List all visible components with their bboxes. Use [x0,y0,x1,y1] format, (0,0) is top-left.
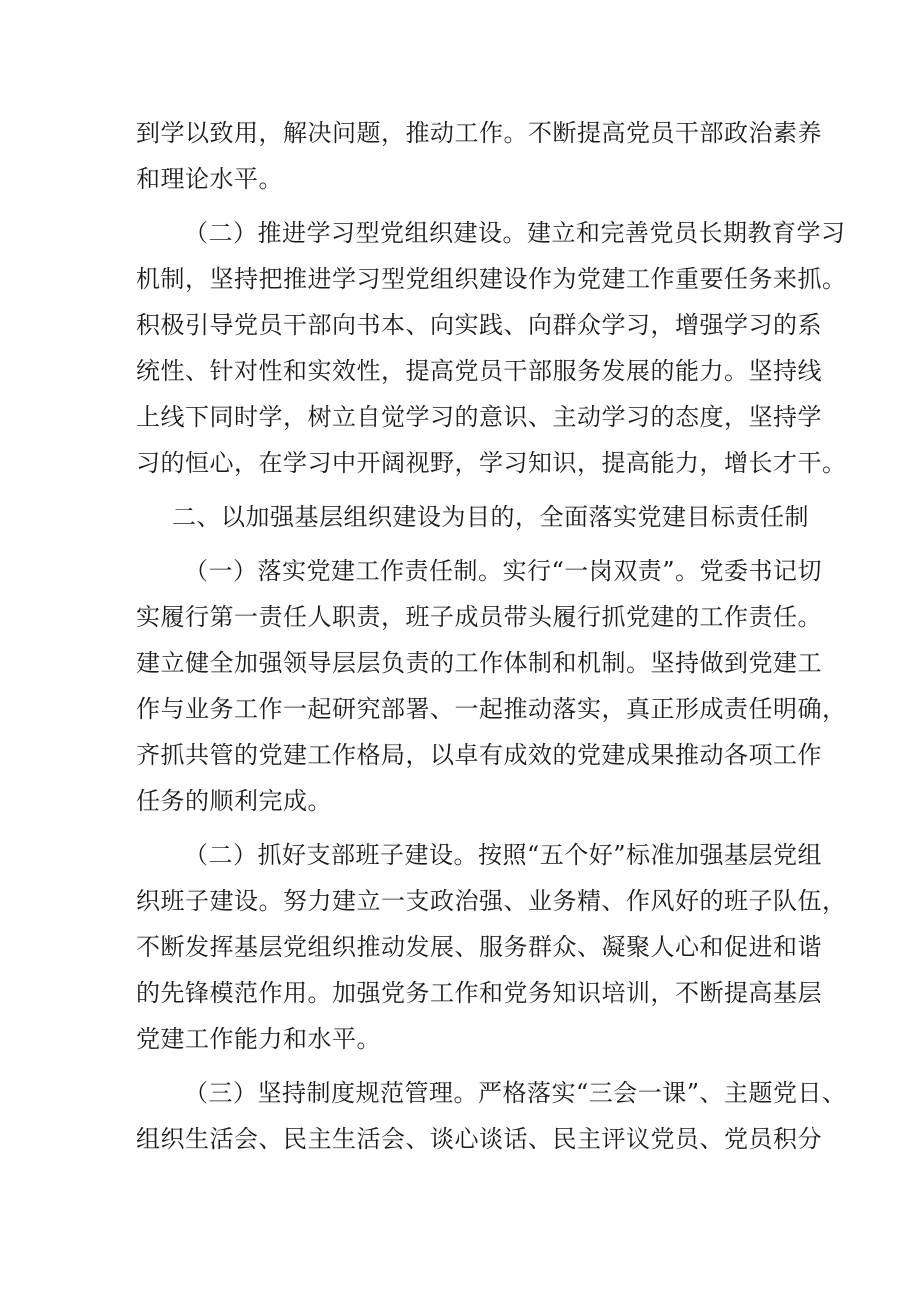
text-line: 党建工作能力和水平。 [136,1025,381,1053]
text-line: 任务的顺利完成。 [136,787,332,815]
text-line: 习的恒心，在学习中开阔视野，学习知识，提高能力，增长才干。 [136,449,847,477]
text-line: 上线下同时学，树立自觉学习的意识、主动学习的态度，坚持学 [136,403,822,431]
paragraph-system-management [136,1070,847,1162]
paragraph-responsibility-system [136,548,847,824]
text-line: （三）坚持制度规范管理。严格落实“三会一课”、主题党日、 [184,1079,847,1107]
paragraph-continuation [136,110,822,202]
text-line: 齐抓共管的党建工作格局，以卓有成效的党建成果推动各项工作 [136,741,822,769]
text-line: 机制，坚持把推进学习型党组织建设作为党建工作重要任务来抓。 [136,265,847,293]
text-line: 建立健全加强领导层层负责的工作体制和机制。坚持做到党建工 [136,649,822,677]
text-line: 织班子建设。努力建立一支政治强、业务精、作风好的班子队伍， [136,887,847,915]
text-line: 统性、针对性和实效性，提高党员干部服务发展的能力。坚持线 [136,357,822,385]
text-line: 到学以致用，解决问题，推动工作。不断提高党员干部政治素养 [136,119,822,147]
text-line: 和理论水平。 [136,165,283,193]
text-line: （二）抓好支部班子建设。按照“五个好”标准加强基层党组 [184,841,823,869]
section-heading [136,494,809,540]
paragraph-learning-organization [136,210,847,486]
heading-line: 二、以加强基层组织建设为目的，全面落实党建目标责任制 [172,503,809,531]
paragraph-branch-team [136,832,847,1062]
text-line: 作与业务工作一起研究部署、一起推动落实，真正形成责任明确， [136,695,847,723]
text-line: （一）落实党建工作责任制。实行“一岗双责”。党委书记切 [184,557,823,585]
text-line: 组织生活会、民主生活会、谈心谈话、民主评议党员、党员积分 [136,1125,822,1153]
text-line: 实履行第一责任人职责，班子成员带头履行抓党建的工作责任。 [136,603,822,631]
text-line: （二）推进学习型党组织建设。建立和完善党员长期教育学习 [184,219,846,247]
document-page [136,110,847,1162]
text-line: 积极引导党员干部向书本、向实践、向群众学习，增强学习的系 [136,311,822,339]
text-line: 的先锋模范作用。加强党务工作和党务知识培训，不断提高基层 [136,979,822,1007]
text-line: 不断发挥基层党组织推动发展、服务群众、凝聚人心和促进和谐 [136,933,822,961]
